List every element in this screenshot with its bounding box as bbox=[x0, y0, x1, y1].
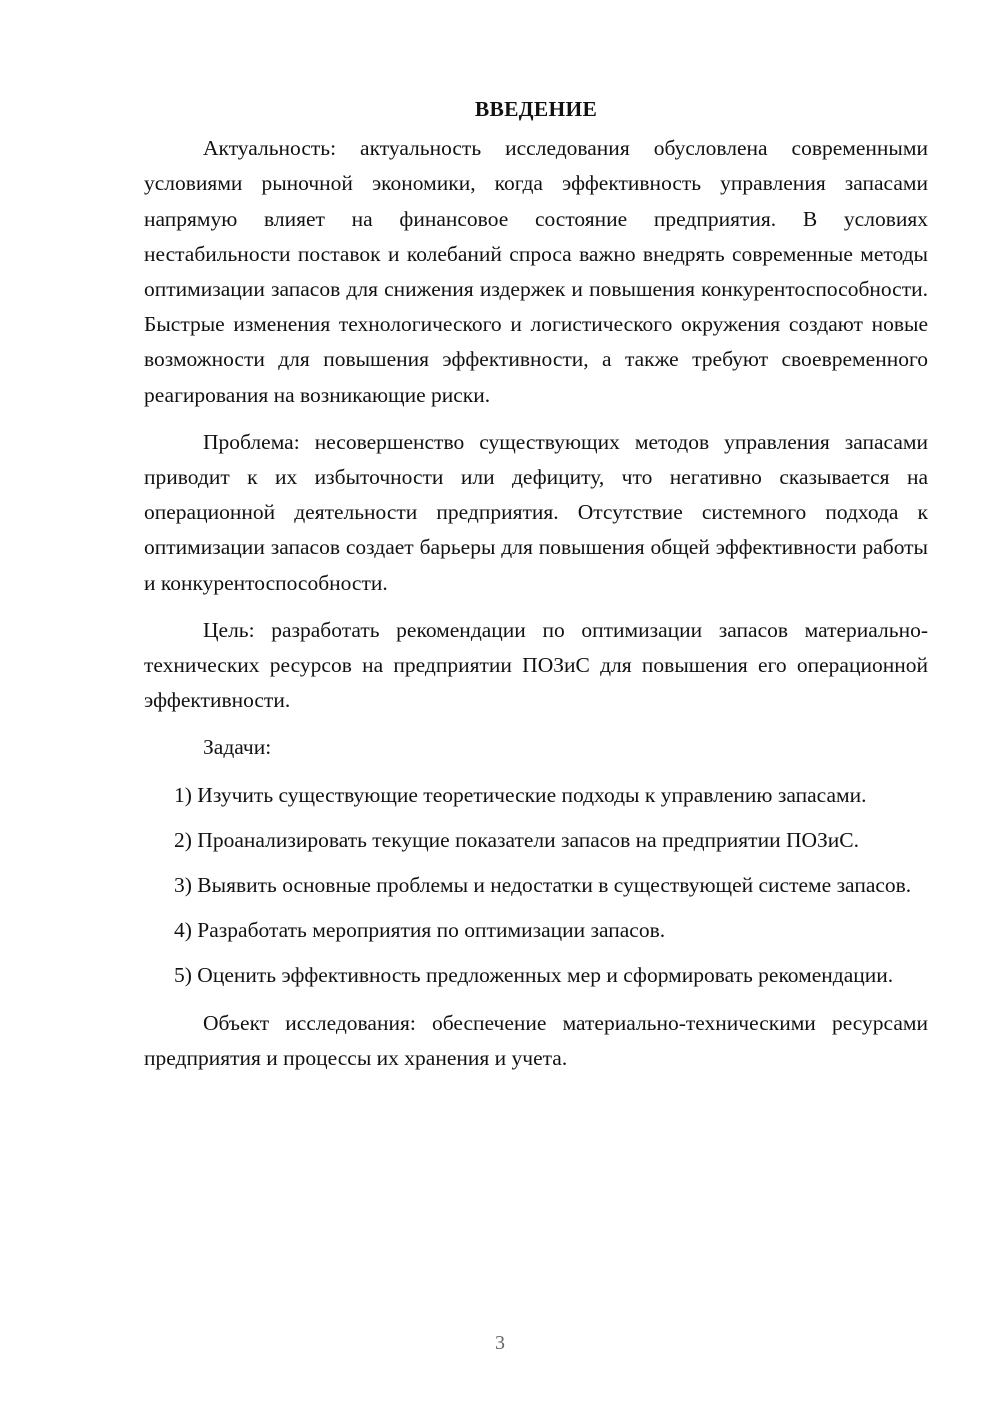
task-number: 5) bbox=[174, 963, 192, 988]
task-item bbox=[144, 823, 928, 858]
paragraph-relevance: Актуальность: актуальность исследования обусловлена современными условиями рыночной экономики, когда эффективность управления запасами напрямую влияет на финансовое состояние предприятия. В условиях нестабильности поставок и колебаний спроса важно внедрять современные методы оптимизации запасов для снижения издержек и повышения конкурентоспособности. Быстрые изменения технологического и логистического окружения создают новые возможности для повышения эффективности, а также требуют своевременного реагирования на возникающие риски. bbox=[144, 136, 928, 407]
task-item bbox=[144, 913, 928, 948]
task-item bbox=[144, 868, 928, 903]
task-number: 1) bbox=[174, 782, 192, 807]
task-text: Выявить основные проблемы и недостатки в существующей системе запасов. bbox=[197, 873, 912, 898]
task-text: Изучить существующие теоретические подходы к управлению запасами. bbox=[197, 782, 867, 807]
task-text: Проанализировать текущие показатели запасов на предприятии ПОЗиС. bbox=[197, 827, 859, 852]
task-item bbox=[144, 958, 928, 993]
task-text: Оценить эффективность предложенных мер и сформировать рекомендации. bbox=[197, 963, 894, 988]
task-text: Разработать мероприятия по оптимизации запасов. bbox=[197, 918, 666, 943]
paragraph-problem: Проблема: несовершенство существующих методов управления запасами приводит к их избыточности или дефициту, что негативно сказывается на операционной деятельности предприятия. Отсутствие системного подхода к оптимизации запасов создает барьеры для повышения общей эффективности работы и конкурентоспособности. bbox=[144, 429, 928, 595]
paragraph-object: Объект исследования: обеспечение материально-техническими ресурсами предприятия и процессы их хранения и учета. bbox=[144, 1010, 928, 1070]
task-number: 2) bbox=[174, 827, 192, 852]
task-item bbox=[144, 778, 928, 813]
section-title: ВВЕДЕНИЕ bbox=[474, 97, 598, 121]
tasks-heading: Задачи: bbox=[203, 735, 272, 760]
paragraph-goal: Цель: разработать рекомендации по оптимизации запасов материально-технических ресурсов на предприятии ПОЗиС для повышения его операционной эффективности. bbox=[144, 617, 928, 713]
task-number: 4) bbox=[174, 918, 192, 943]
page-content bbox=[144, 92, 928, 1088]
task-number: 3) bbox=[174, 873, 192, 898]
page-number: 3 bbox=[495, 1332, 505, 1354]
